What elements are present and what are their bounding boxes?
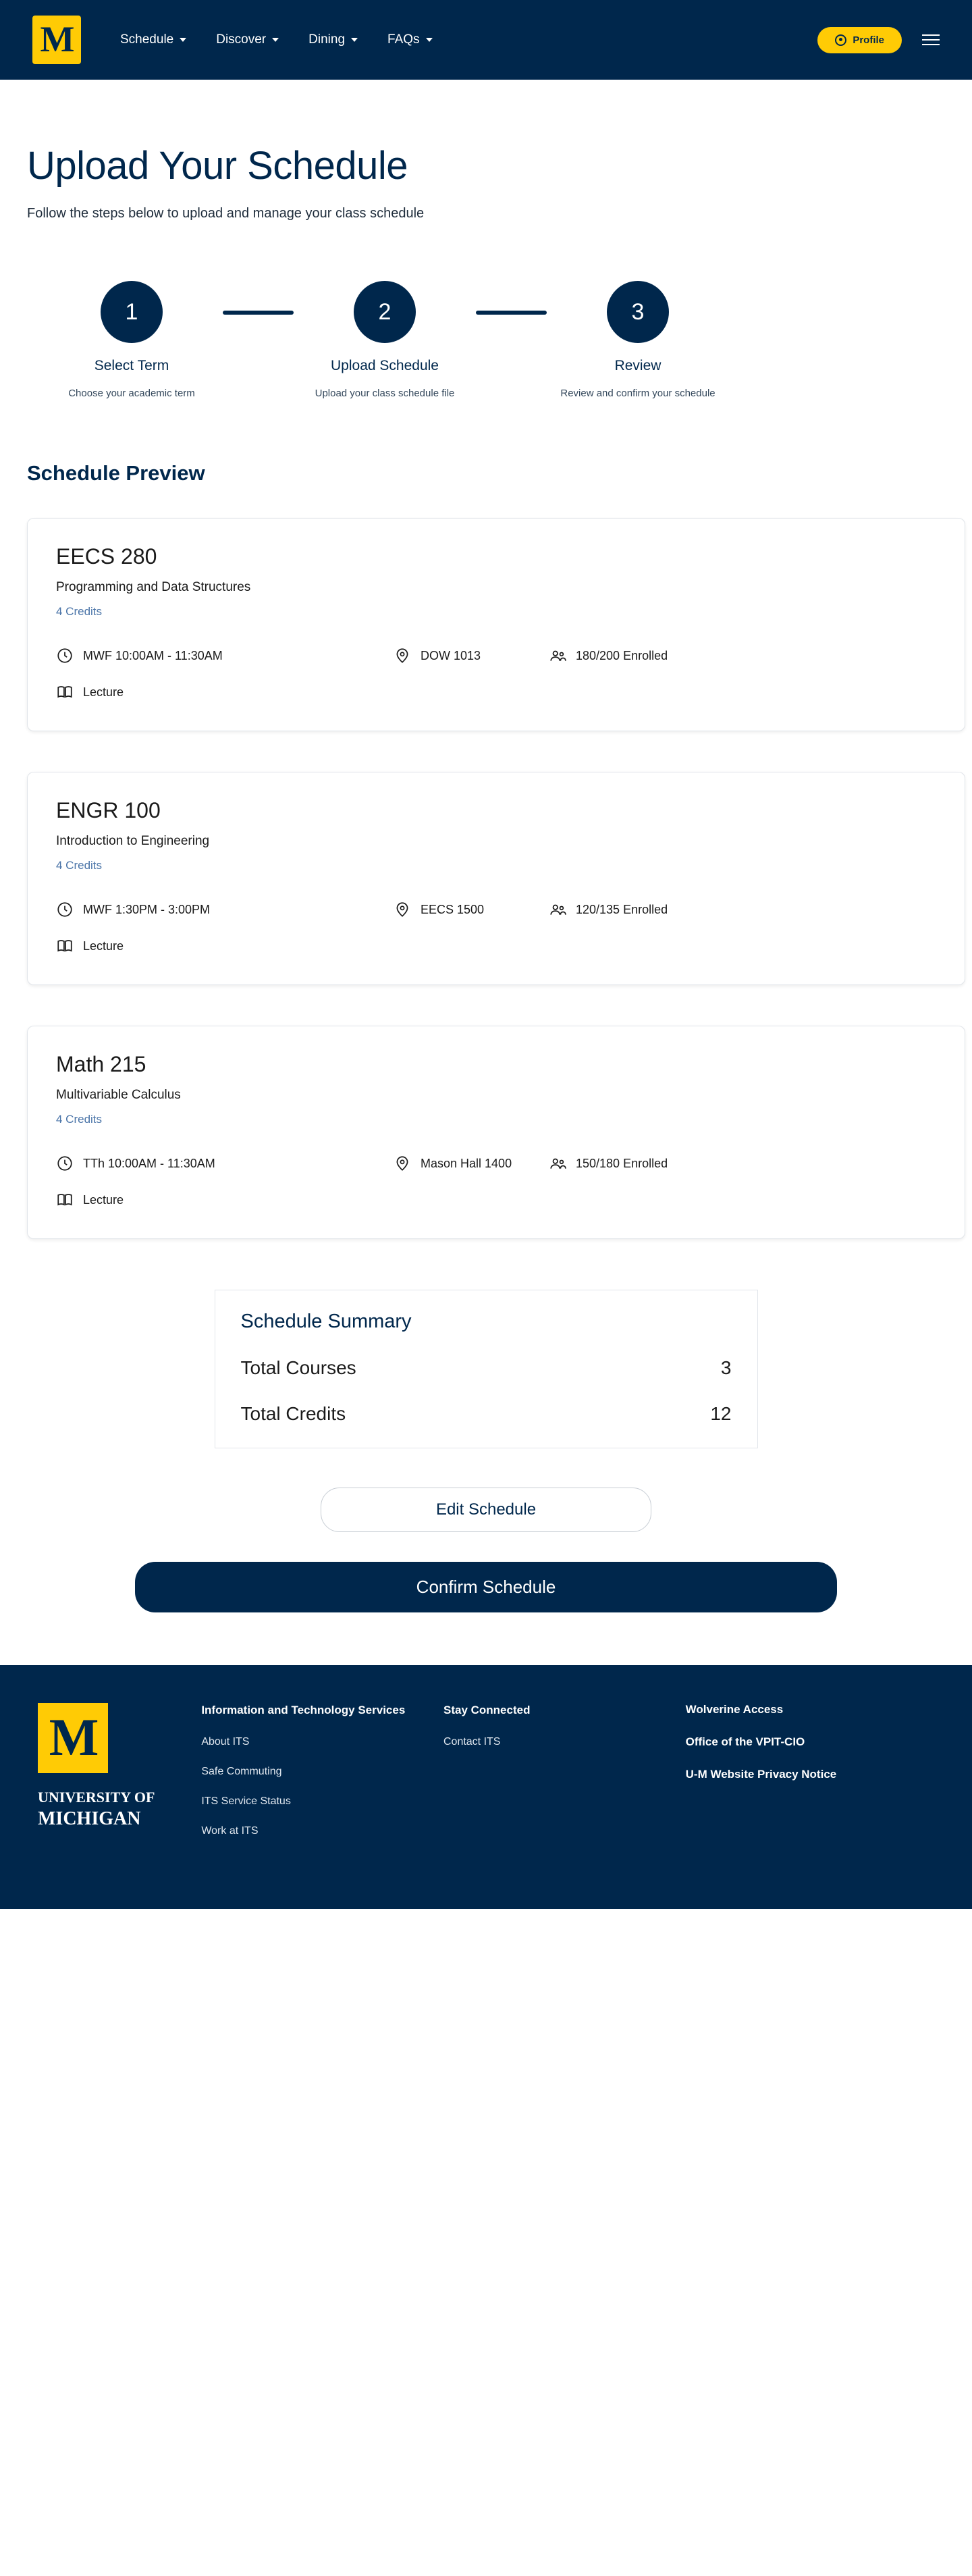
step-1-description: Choose your academic term [68, 388, 195, 399]
course-location [394, 647, 549, 664]
course-card[interactable] [27, 1026, 965, 1239]
footer-university-line1: UNIVERSITY OF [38, 1789, 155, 1806]
page-title: Upload Your Schedule [27, 144, 408, 188]
schedule-summary-wrapper [27, 1290, 945, 1448]
edit-schedule-button[interactable]: Edit Schedule [321, 1488, 651, 1532]
course-enrollment-text: 150/180 Enrolled [576, 1156, 668, 1170]
map-pin-icon [394, 647, 411, 664]
hamburger-menu-icon[interactable] [922, 34, 940, 45]
step-2-label: Upload Schedule [331, 358, 439, 373]
step-1-number: 1 [101, 281, 163, 343]
course-meta [56, 647, 936, 701]
step-2-description: Upload your class schedule file [315, 388, 455, 399]
nav-links [120, 32, 433, 47]
course-type-text: Lecture [83, 1192, 124, 1207]
course-credits: 4 Credits [56, 859, 103, 872]
step-2-number: 2 [354, 281, 416, 343]
course-type-text: Lecture [83, 685, 124, 699]
footer-link-safe-commuting[interactable]: Safe Commuting [201, 1765, 282, 1777]
course-location-text: EECS 1500 [421, 902, 485, 916]
users-icon [549, 647, 566, 664]
map-pin-icon [394, 1155, 411, 1172]
page-subtitle: Follow the steps below to upload and manage your class schedule [27, 206, 425, 221]
course-time-text: MWF 1:30PM - 3:00PM [83, 902, 211, 916]
course-enrollment-text: 180/200 Enrolled [576, 648, 668, 662]
footer-link-contact-its[interactable]: Contact ITS [443, 1735, 501, 1747]
footer-link-about-its[interactable]: About ITS [201, 1735, 250, 1747]
step-3-number: 3 [607, 281, 669, 343]
course-enrollment [549, 901, 772, 918]
course-type-text: Lecture [83, 939, 124, 953]
nav-item-faqs-label: FAQs [387, 32, 420, 47]
course-location [394, 901, 549, 918]
course-type [56, 937, 232, 955]
course-location-text: DOW 1013 [421, 648, 481, 662]
chevron-down-icon [180, 38, 186, 42]
book-icon [56, 1191, 74, 1209]
course-card[interactable] [27, 772, 965, 985]
users-icon [549, 1155, 566, 1172]
clock-icon [56, 647, 74, 664]
course-code: Math 215 [56, 1052, 146, 1076]
nav-item-dining[interactable] [308, 32, 358, 47]
step-2-upload-schedule[interactable] [294, 281, 476, 399]
users-icon [549, 901, 566, 918]
step-3-review[interactable] [547, 281, 729, 399]
user-icon [835, 34, 846, 46]
nav-item-dining-label: Dining [308, 32, 346, 47]
book-icon [56, 937, 74, 955]
step-3-description: Review and confirm your schedule [560, 388, 716, 399]
course-credits: 4 Credits [56, 1113, 103, 1126]
action-buttons [27, 1488, 945, 1612]
footer-column-its-heading: Information and Technology Services [201, 1704, 406, 1716]
summary-row-total-courses [241, 1357, 732, 1379]
book-icon [56, 683, 74, 701]
footer-link-vpit-cio[interactable]: Office of the VPIT-CIO [685, 1735, 805, 1748]
step-connector-1 [223, 311, 294, 315]
footer-column-stay-connected [443, 1703, 686, 1855]
clock-icon [56, 1155, 74, 1172]
course-meta [56, 901, 936, 955]
course-card-list [27, 518, 945, 1239]
schedule-preview-heading: Schedule Preview [27, 461, 205, 485]
course-time [56, 1155, 394, 1172]
summary-row-total-credits [241, 1403, 732, 1425]
course-meta [56, 1155, 936, 1209]
course-time [56, 647, 394, 664]
nav-item-discover[interactable] [216, 32, 279, 47]
summary-total-credits-value: 12 [710, 1403, 732, 1424]
chevron-down-icon [351, 38, 358, 42]
course-location [394, 1155, 549, 1172]
footer-column-its [201, 1703, 443, 1855]
schedule-summary-title: Schedule Summary [240, 1311, 412, 1332]
course-time-text: MWF 10:00AM - 11:30AM [83, 648, 223, 662]
schedule-summary-card [215, 1290, 758, 1448]
course-type [56, 1191, 394, 1209]
confirm-schedule-button[interactable]: Confirm Schedule [135, 1562, 837, 1612]
profile-button[interactable] [817, 27, 902, 53]
chevron-down-icon [426, 38, 433, 42]
um-logo-footer: M [38, 1703, 108, 1773]
course-name: Introduction to Engineering [56, 834, 210, 848]
course-enrollment [549, 1155, 772, 1172]
course-card[interactable] [27, 518, 965, 731]
course-credits: 4 Credits [56, 605, 103, 618]
summary-total-credits-label: Total Credits [240, 1403, 346, 1424]
course-enrollment [549, 647, 772, 664]
footer-link-work-at-its[interactable]: Work at ITS [201, 1824, 259, 1837]
progress-stepper [27, 281, 945, 399]
nav-item-faqs[interactable] [387, 32, 433, 47]
course-type [56, 683, 232, 701]
footer-link-its-service-status[interactable]: ITS Service Status [201, 1795, 291, 1807]
summary-total-courses-label: Total Courses [240, 1357, 356, 1378]
step-connector-2 [476, 311, 547, 315]
step-3-label: Review [614, 358, 662, 373]
top-navigation-bar [0, 0, 972, 80]
course-time [56, 901, 394, 918]
clock-icon [56, 901, 74, 918]
course-time-text: TTh 10:00AM - 11:30AM [83, 1156, 215, 1170]
course-enrollment-text: 120/135 Enrolled [576, 902, 668, 916]
nav-item-discover-label: Discover [216, 32, 267, 47]
page-content [0, 143, 972, 1612]
footer-university-line2: MICHIGAN [38, 1808, 141, 1829]
footer-link-wolverine-access[interactable]: Wolverine Access [685, 1703, 784, 1716]
course-name: Programming and Data Structures [56, 580, 251, 594]
nav-right-group [817, 27, 940, 53]
chevron-down-icon [272, 38, 279, 42]
profile-button-label: Profile [853, 34, 884, 46]
course-code: EECS 280 [56, 544, 157, 569]
footer-brand [38, 1703, 201, 1855]
site-footer [0, 1665, 972, 1909]
footer-column-resources [686, 1703, 934, 1855]
course-location-text: Mason Hall 1400 [421, 1156, 512, 1170]
step-1-select-term[interactable] [40, 281, 223, 399]
nav-item-schedule-label: Schedule [120, 32, 174, 47]
course-name: Multivariable Calculus [56, 1088, 181, 1102]
um-logo[interactable]: M [32, 16, 81, 64]
summary-total-courses-value: 3 [720, 1357, 732, 1378]
footer-column-stay-connected-heading: Stay Connected [443, 1704, 531, 1716]
course-code: ENGR 100 [56, 798, 161, 822]
map-pin-icon [394, 901, 411, 918]
footer-university-name [38, 1788, 155, 1831]
step-1-label: Select Term [94, 358, 169, 373]
footer-link-privacy-notice[interactable]: U-M Website Privacy Notice [685, 1768, 837, 1781]
nav-item-schedule[interactable] [120, 32, 186, 47]
